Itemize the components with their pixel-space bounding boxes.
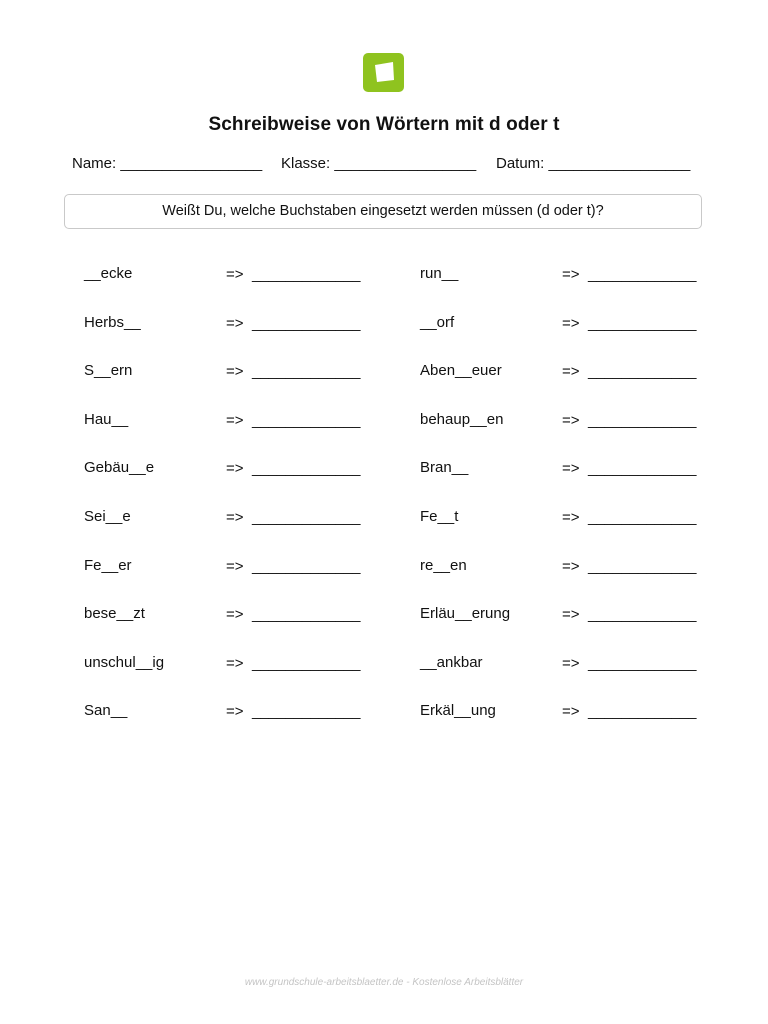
page-title: Schreibweise von Wörtern mit d oder t [208, 114, 560, 135]
arrow-text: => [226, 558, 244, 575]
answer-line[interactable]: _____________ [252, 558, 361, 575]
arrow-text: => [562, 558, 580, 575]
arrow-text: => [226, 655, 244, 672]
exercise-word: Aben__euer [420, 362, 502, 379]
exercise-item [420, 362, 700, 384]
arrow-text: => [562, 655, 580, 672]
exercise-item [420, 557, 700, 579]
exercise-word: Herbs__ [84, 314, 141, 331]
exercise-item [420, 265, 700, 287]
exercise-word: Fe__t [420, 508, 459, 525]
exercise-word: San__ [84, 702, 128, 719]
arrow-text: => [562, 315, 580, 332]
answer-line[interactable]: _____________ [588, 315, 697, 332]
exercise-item [84, 411, 364, 433]
answer-line[interactable]: _____________ [588, 460, 697, 477]
answer-line[interactable]: _____________ [588, 655, 697, 672]
exercise-item [84, 702, 364, 724]
exercise-item [84, 265, 364, 287]
arrow-text: => [226, 266, 244, 283]
arrow-text: => [226, 315, 244, 332]
answer-line[interactable]: _____________ [252, 509, 361, 526]
arrow-text: => [562, 703, 580, 720]
arrow-text: => [226, 460, 244, 477]
arrow-text: => [562, 363, 580, 380]
exercise-word: bese__zt [84, 605, 145, 622]
answer-line[interactable]: _____________ [588, 412, 697, 429]
exercise-item [84, 508, 364, 530]
exercise-item [420, 508, 700, 530]
klasse-field: Klasse: _________________ [281, 155, 477, 172]
arrow-text: => [226, 606, 244, 623]
arrow-text: => [226, 509, 244, 526]
answer-line[interactable]: _____________ [252, 412, 361, 429]
footer-text: www.grundschule-arbeitsblaetter.de - Kostenlose Arbeitsblätter [244, 977, 524, 988]
instruction-box: Weißt Du, welche Buchstaben eingesetzt werden müssen (d oder t)? [64, 194, 702, 229]
exercise-word: Fe__er [84, 557, 132, 574]
exercise-word: __ecke [84, 265, 133, 282]
answer-line[interactable]: _____________ [252, 266, 361, 283]
exercise-word: S__ern [84, 362, 133, 379]
exercise-item [420, 314, 700, 336]
arrow-text: => [562, 460, 580, 477]
exercise-word: Sei__e [84, 508, 131, 525]
answer-line[interactable]: _____________ [588, 703, 697, 720]
exercise-item [420, 459, 700, 481]
arrow-text: => [562, 266, 580, 283]
answer-line[interactable]: _____________ [252, 363, 361, 380]
answer-line[interactable]: _____________ [252, 606, 361, 623]
exercise-word: Gebäu__e [84, 459, 155, 476]
exercise-word: __orf [420, 314, 455, 331]
exercise-item [84, 459, 364, 481]
exercise-word: __ankbar [420, 654, 483, 671]
exercise-item [84, 557, 364, 579]
arrow-text: => [226, 412, 244, 429]
answer-line[interactable]: _____________ [588, 363, 697, 380]
exercise-word: Erläu__erung [420, 605, 511, 622]
answer-line[interactable]: _____________ [252, 655, 361, 672]
name-field: Name: _________________ [72, 155, 263, 172]
exercise-item [420, 411, 700, 433]
arrow-text: => [562, 412, 580, 429]
exercise-word: Hau__ [84, 411, 129, 428]
arrow-text: => [226, 703, 244, 720]
exercise-word: re__en [420, 557, 467, 574]
answer-line[interactable]: _____________ [588, 558, 697, 575]
arrow-text: => [562, 509, 580, 526]
exercise-word: behaup__en [420, 411, 504, 428]
exercise-item [420, 702, 700, 724]
answer-line[interactable]: _____________ [252, 315, 361, 332]
answer-line[interactable]: _____________ [588, 266, 697, 283]
exercise-item [84, 605, 364, 627]
exercise-word: run__ [420, 265, 459, 282]
exercise-word: Bran__ [420, 459, 469, 476]
exercise-item [84, 362, 364, 384]
answer-line[interactable]: _____________ [252, 703, 361, 720]
exercise-word: Erkäl__ung [420, 702, 496, 719]
exercise-item [84, 314, 364, 336]
exercise-item [420, 605, 700, 627]
answer-line[interactable]: _____________ [588, 606, 697, 623]
arrow-text: => [226, 363, 244, 380]
exercise-item [84, 654, 364, 676]
exercise-item [420, 654, 700, 676]
arrow-text: => [562, 606, 580, 623]
answer-line[interactable]: _____________ [252, 460, 361, 477]
exercise-word: unschul__ig [84, 654, 165, 671]
datum-field: Datum: _________________ [496, 155, 691, 172]
answer-line[interactable]: _____________ [588, 509, 697, 526]
